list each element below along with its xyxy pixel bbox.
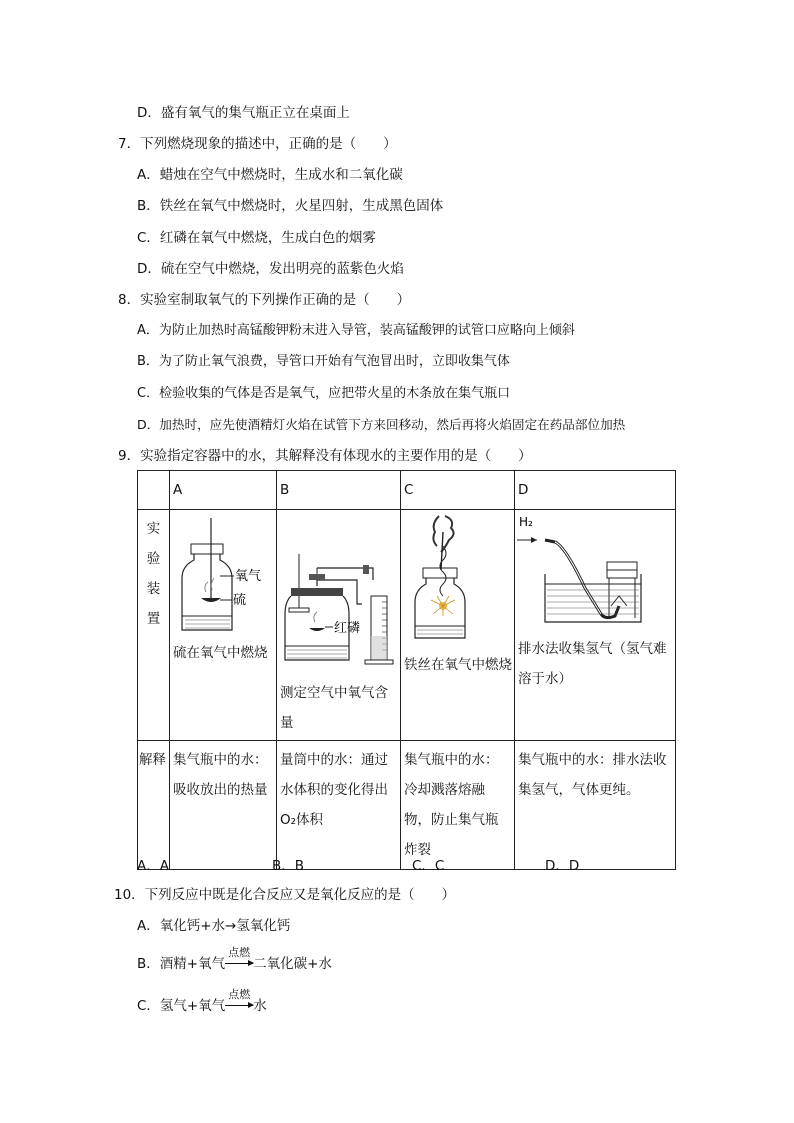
q7-option-d: D．硫在空气中燃烧，发出明亮的蓝紫色火焰	[137, 261, 404, 277]
q10-option-b-products: 二氧化碳+水	[253, 956, 332, 972]
label-oxygen: 氧气	[235, 569, 262, 584]
header-cell-c: C	[401, 471, 515, 510]
figure-cell-c	[401, 510, 515, 741]
q10-option-c	[137, 988, 267, 1016]
reaction-arrow-c	[225, 988, 253, 1016]
q10-option-c-reactants: C．氢气+氧气	[137, 998, 226, 1014]
explain-a: 集气瓶中的水：吸收放出的热量	[170, 741, 277, 870]
q6-option-d: D．盛有氧气的集气瓶正立在桌面上	[137, 105, 350, 121]
condition-ignite-c: 点燃	[228, 988, 251, 1001]
label-sulfur: 硫	[233, 593, 247, 608]
table-header-row	[138, 471, 676, 510]
experiment-table	[137, 470, 676, 870]
q7-option-b: B．铁丝在氧气中燃烧时，火星四射，生成黑色固体	[137, 198, 444, 214]
header-cell-a: A	[170, 471, 277, 510]
answer-c: C．C	[412, 858, 445, 874]
label-red-phosphorus: 红磷	[334, 621, 361, 636]
condition-ignite-b: 点燃	[228, 946, 251, 959]
device-row	[138, 510, 676, 741]
q10-stem: 10．下列反应中既是化合反应又是氧化反应的是（ ）	[114, 887, 456, 903]
q7-option-c: C．红磷在氧气中燃烧，生成白色的烟雾	[137, 230, 376, 246]
figure-cell-a	[170, 510, 277, 741]
answer-a: A．A	[137, 858, 169, 874]
figure-cell-d	[515, 510, 676, 741]
q7-option-a: A．蜡烛在空气中燃烧时，生成水和二氧化碳	[137, 167, 403, 183]
answer-b: B．B	[272, 858, 305, 874]
q10-option-b	[137, 946, 332, 974]
figure-cell-b	[277, 510, 401, 741]
caption-b: 测定空气中氧气含量	[280, 685, 388, 731]
header-cell-d: D	[515, 471, 676, 510]
q8-option-a: A．为防止加热时高锰酸钾粉末进入导管，装高锰酸钾的试管口应略向上倾斜	[137, 323, 575, 338]
explain-b: 量筒中的水：通过水体积的变化得出O₂体积	[277, 741, 401, 870]
q10-option-a: A．氧化钙+水→氢氧化钙	[137, 918, 291, 934]
iron-wire-burning-figure	[401, 510, 515, 660]
row-label-device: 实验装置	[138, 510, 170, 741]
q8-stem: 8．实验室制取氧气的下列操作正确的是（ ）	[118, 292, 411, 308]
oxygen-content-figure	[277, 510, 401, 675]
q8-option-b: B．为了防止氧气浪费，导管口开始有气泡冒出时，立即收集气体	[137, 354, 510, 369]
explain-d: 集气瓶中的水：排水法收集氢气，气体更纯。	[515, 741, 676, 870]
q8-option-c: C．检验收集的气体是否是氧气，应把带火星的木条放在集气瓶口	[137, 386, 511, 401]
caption-c: 铁丝在氧气中燃烧	[404, 657, 512, 673]
header-cell-empty	[138, 471, 170, 510]
answer-d: D．D	[545, 858, 580, 874]
q9-stem: 9．实验指定容器中的水，其解释没有体现水的主要作用的是（ ）	[118, 448, 532, 464]
explain-c: 集气瓶中的水：冷却溅落熔融物，防止集气瓶炸裂	[401, 741, 515, 870]
reaction-arrow-b	[225, 946, 253, 974]
q7-stem: 7．下列燃烧现象的描述中，正确的是（ ）	[118, 136, 397, 152]
caption-a: 硫在氧气中燃烧	[173, 645, 268, 661]
water-collection-figure	[515, 510, 676, 630]
q8-option-d: D．加热时，应先使酒精灯火焰在试管下方来回移动，然后再将火焰固定在药品部位加热	[137, 417, 626, 432]
q10-option-b-reactants: B．酒精+氧气	[137, 956, 226, 972]
header-cell-b: B	[277, 471, 401, 510]
q10-option-c-products: 水	[253, 998, 267, 1014]
caption-d: 排水法收集氢气（氢气难溶于水）	[518, 641, 667, 687]
label-h2: H₂	[519, 515, 533, 529]
row-label-explain: 解释	[138, 741, 170, 870]
explain-row	[138, 741, 676, 870]
